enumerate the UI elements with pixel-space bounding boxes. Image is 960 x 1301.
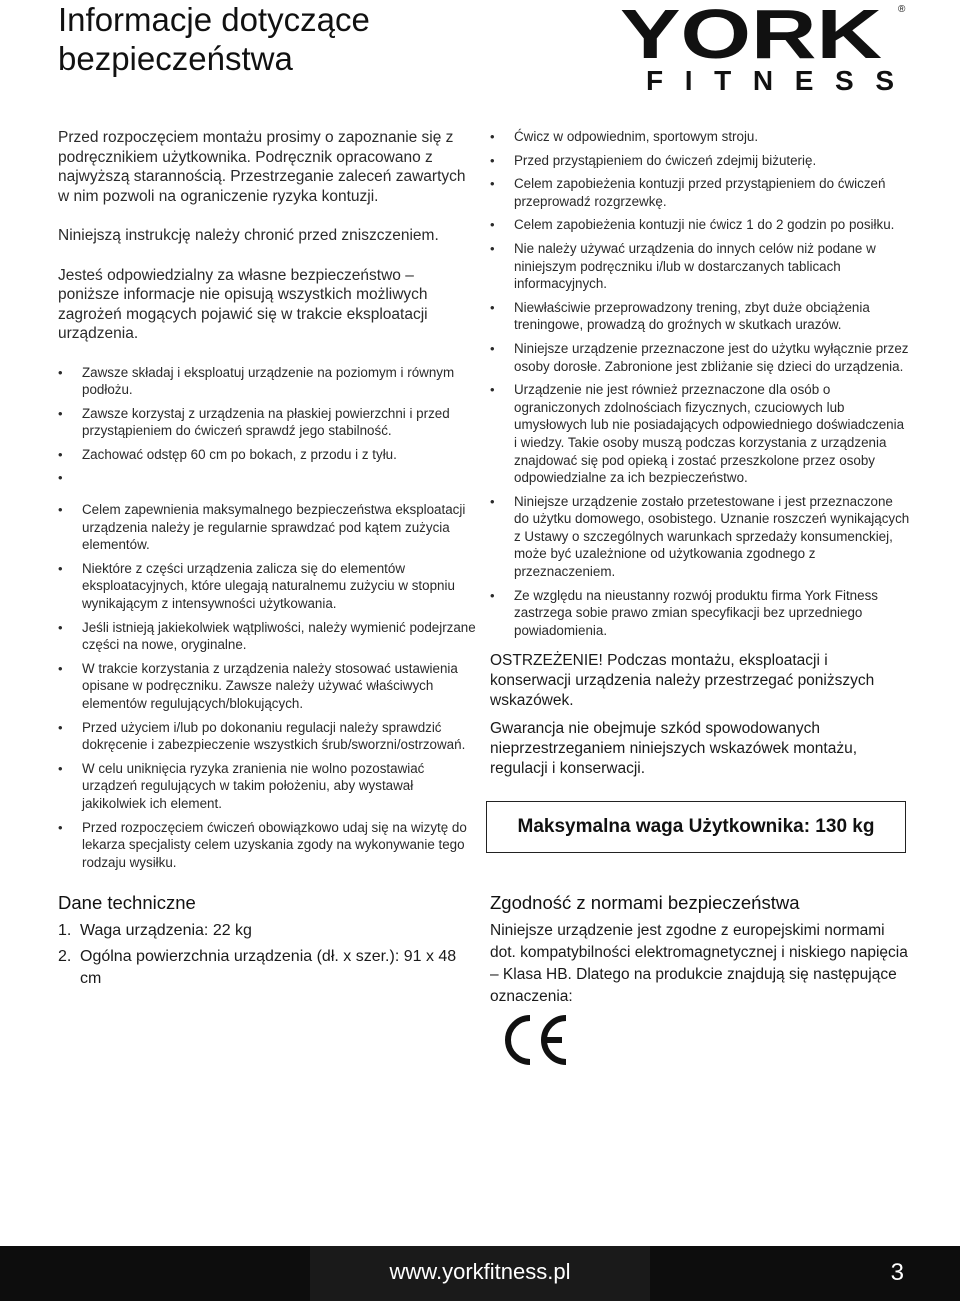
- left-column: [58, 128, 478, 877]
- warning-paragraph: OSTRZEŻENIE! Podczas montażu, eksploatacji i konserwacji urządzenia należy przestrzegać poniższych wskazówek.: [490, 652, 875, 710]
- title-line-2: bezpieczeństwa: [58, 40, 293, 77]
- bullet-item: • Urządzenie nie jest również przeznaczone dla osób o ograniczonych zdolnościach fizycznych, czuciowych lub umysłowych lub nie posiadających odpowiedniego doświadczenia i wiedzy. Takie osoby muszą podczas korzystania z urządzenia znajdować się pod opieką i zostać przeszkolone przez osoby odpowiedzialne za ich bezpieczeństwo.: [490, 381, 910, 487]
- spec-text: Waga urządzenia: 22 kg: [80, 922, 252, 939]
- logo-york-text: YORK: [620, 0, 882, 73]
- bullet-item: • Niewłaściwie przeprowadzony trening, zbyt duże obciążenia treningowe, prowadzą do groźnych w skutkach urazów.: [490, 299, 910, 334]
- bullet-item: [58, 469, 478, 487]
- bullet-item: • Niniejsze urządzenie zostało przetestowane i jest przeznaczone do użytku domowego, osobistego. Uznanie roszczeń wynikających z Ustawy o szczególnych warunkach sprzedaży konsumenckiej, może być uzależnione od użytkowania zgodnego z przeznaczeniem.: [490, 493, 910, 581]
- bullet-item: • Niektóre z części urządzenia zalicza się do elementów eksploatacyjnych, które ulegają naturalnemu zużyciu w stopniu wynikającym z intensywności użytkowania.: [58, 560, 478, 613]
- technical-data-section: [58, 892, 478, 994]
- bullet-item: • Przed użyciem i/lub po dokonaniu regulacji należy sprawdzić dokręcenie i zabezpieczenie wszystkich śrub/sworzni/ostrzowań.: [58, 719, 478, 754]
- responsibility-paragraph: Jesteś odpowiedzialny za własne bezpieczeństwo – poniższe informacje nie opisują wszystkich możliwych zagrożeń mogących pojawić się w trakcie eksploatacji urządzenia.: [58, 266, 428, 342]
- bullet-item: • Ze względu na nieustanny rozwój produktu firma York Fitness zastrzega sobie prawo zmian specyfikacji bez uprzedniego powiadomienia.: [490, 587, 910, 640]
- spec-item: [58, 946, 478, 990]
- bullet-item: • Przed rozpoczęciem ćwiczeń obowiązkowo udaj się na wizytę do lekarza specjalisty celem uzyskania zgody na wykonywanie tego rodzaju wysiłku.: [58, 819, 478, 872]
- technical-data-heading: Dane techniczne: [58, 892, 196, 913]
- logo-fitness-text: FITNESS: [646, 65, 894, 96]
- max-weight-box: Maksymalna waga Użytkownika: 130 kg: [486, 801, 906, 853]
- right-bullet-list: [490, 128, 910, 639]
- norms-heading: Zgodność z normami bezpieczeństwa: [490, 892, 800, 913]
- right-column: [490, 128, 910, 779]
- bullet-item: • Ćwicz w odpowiednim, sportowym stroju.: [490, 128, 910, 146]
- york-fitness-logo: [618, 0, 908, 98]
- spec-text: Ogólna powierzchnia urządzenia (dł. x szer.): 91 x 48 cm: [80, 948, 457, 987]
- guarantee-paragraph: Gwarancja nie obejmuje szkód spowodowanych nieprzestrzeganiem niniejszych wskazówek montażu, regulacji i konserwacji.: [490, 720, 857, 778]
- ce-mark-icon: [500, 1010, 570, 1070]
- title-line-1: Informacje dotyczące: [58, 1, 370, 38]
- left-bullet-list: [58, 364, 478, 872]
- bullet-item: • Zawsze składaj i eksploatuj urządzenie na poziomym i równym podłożu.: [58, 364, 478, 399]
- bullet-item: • W trakcie korzystania z urządzenia należy stosować ustawienia opisane w podręczniku. Zawsze należy używać właściwych elementów regulujących/blokujących.: [58, 660, 478, 713]
- spec-item: [58, 920, 478, 942]
- bullet-item: • Celem zapewnienia maksymalnego bezpieczeństwa eksploatacji urządzenia należy je regularnie sprawdzać pod kątem zużycia elementów.: [58, 501, 478, 554]
- spec-number: 2.: [58, 948, 72, 965]
- bullet-item: • Celem zapobieżenia kontuzji nie ćwicz 1 do 2 godzin po posiłku.: [490, 216, 910, 234]
- bullet-item: • Celem zapobieżenia kontuzji przed przystąpieniem do ćwiczeń przeprowadź rozgrzewkę.: [490, 175, 910, 210]
- bullet-item: • Niniejsze urządzenie przeznaczone jest do użytku wyłącznie przez osoby dorosłe. Zabronione jest zbliżanie się dzieci do urządzenia.: [490, 340, 910, 375]
- bullet-item: • W celu uniknięcia ryzyka zranienia nie wolno pozostawiać urządzeń regulujących w takim położeniu, aby wystawał jakikolwiek ich element.: [58, 760, 478, 813]
- page-title: [58, 0, 370, 78]
- spec-number: 1.: [58, 922, 72, 939]
- website-url: www.yorkfitness.pl: [389, 1259, 571, 1284]
- page-number: 3: [890, 1259, 904, 1286]
- bullet-item: • Nie należy używać urządzenia do innych celów niż podane w niniejszym podręczniku i/lub w dostarczanych tablicach informacyjnych.: [490, 240, 910, 293]
- norms-section: [490, 892, 910, 1008]
- bullet-item: • Jeśli istnieją jakiekolwiek wątpliwości, należy wymienić podejrzane części na nowe, oryginalne.: [58, 619, 478, 654]
- intro-paragraph: Przed rozpoczęciem montażu prosimy o zapoznanie się z podręcznikiem użytkownika. Podręcznik opracowano z najwyższą starannością. Przestrzeganie zaleceń zawartych w nim pozwoli na ograniczenie ryzyka kontuzji.: [58, 129, 466, 205]
- bullet-item: • Zawsze korzystaj z urządzenia na płaskiej powierzchni i przed przystąpieniem do ćwiczeń sprawdź jego stabilność.: [58, 405, 478, 440]
- norms-text: Niniejsze urządzenie jest zgodne z europejskimi normami dot. kompatybilności elektromagnetycznej i niskiego napięcia – Klasa HB. Dlatego na produkcie znajdują się następujące oznaczenia:: [490, 922, 908, 1005]
- bullet-item: • Przed przystąpieniem do ćwiczeń zdejmij biżuterię.: [490, 152, 910, 170]
- logo-registered-mark: ®: [898, 4, 906, 15]
- bullet-item: • Zachować odstęp 60 cm po bokach, z przodu i z tyłu.: [58, 446, 478, 464]
- protect-manual-paragraph: Niniejszą instrukcję należy chronić przed zniszczeniem.: [58, 227, 439, 244]
